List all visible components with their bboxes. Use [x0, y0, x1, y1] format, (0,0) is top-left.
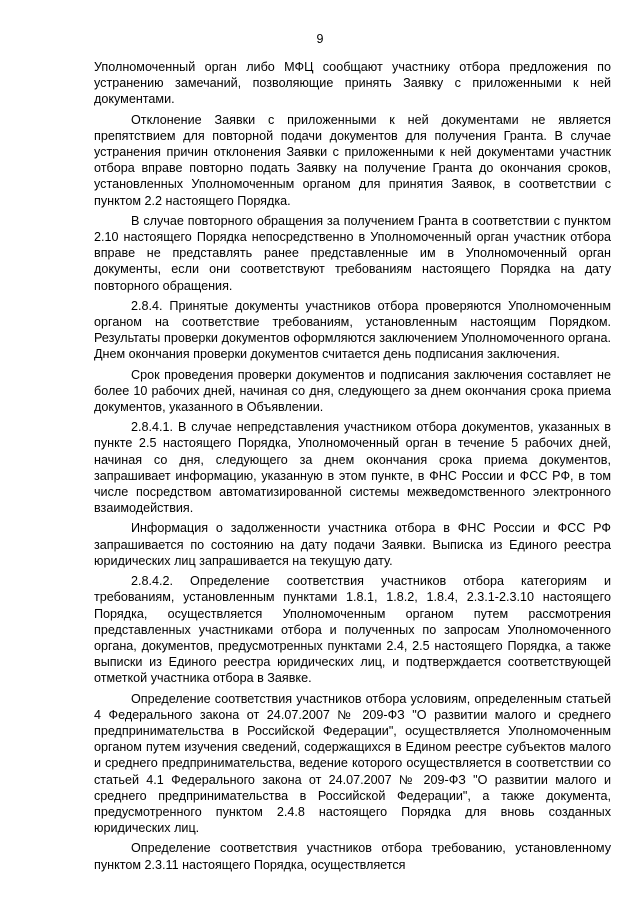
paragraph: 2.8.4.2. Определение соответствия участников отбора категориям и требованиям, установленным пунктами 1.8.1, 1.8.2, 1.8.4, 2.3.1-2.3.10 настоящего Порядка, осуществляется Уполномоченным органом путем рассмотрения представленных участниками отбора и полученных по запросам Уполномоченного органа, документов, предусмотренных пунктами 2.4, 2.5 настоящего Порядка, а также выписки из Единого реестра юридических лиц, и подтверждается соответствующей отметкой участника отбора в Заявке. [94, 574, 611, 686]
document-body [94, 59, 611, 877]
paragraph: Определение соответствия участников отбора требованию, установленному пунктом 2.3.11 настоящего Порядка, осуществляется [94, 841, 611, 872]
paragraph: Отклонение Заявки с приложенными к ней документами не является препятствием для повторной подачи документов для получения Гранта. В случае устранения причин отклонения Заявки с приложенными к ней документами участник отбора вправе повторно подать Заявку на получение Гранта до окончания сроков, установленных Уполномоченным органом для принятия Заявок, в соответствии с пунктом 2.2 настоящего Порядка. [94, 112, 611, 208]
paragraph: Срок проведения проверки документов и подписания заключения составляет не более 10 рабочих дней, начиная со дня, следующего за днем окончания срока приема документов, указанного в Объявлении. [94, 367, 611, 415]
paragraph: 2.8.4. Принятые документы участников отбора проверяются Уполномоченным органом на соответствие требованиям, установленным настоящим Порядком. Результаты проверки документов оформляются заключением Уполномоченного органа. Днем окончания проверки документов считается день подписания заключения. [94, 298, 611, 362]
page-number: 9 [316, 32, 324, 46]
paragraph: В случае повторного обращения за получением Гранта в соответствии с пунктом 2.10 настоящего Порядка непосредственно в Уполномоченный орган участник отбора вправе не представлять ранее представленные им в Уполномоченный орган документы, если они соответствуют требованиям настоящего Порядка на дату повторного обращения. [94, 213, 611, 293]
paragraph-continuation: Уполномоченный орган либо МФЦ сообщают участнику отбора предложения по устранению замечаний, позволяющие принять Заявку с приложенными к ней документами. [94, 60, 611, 107]
paragraph: Определение соответствия участников отбора условиям, определенным статьей 4 Федерального закона от 24.07.2007 № 209-ФЗ "О развитии малого и среднего предпринимательства в Российской Федерации", осуществляется Уполномоченным органом путем изучения сведений, содержащихся в Едином реестре субъектов малого и среднего предпринимательства, ведение которого осуществляется в соответствии со статьей 4.1 Федерального закона от 24.07.2007 № 209-ФЗ "О развитии малого и среднего предпринимательства в Российской Федерации", а также документа, предусмотренного пунктом 2.4.8 настоящего Порядка для вновь созданных юридических лиц. [94, 691, 611, 836]
paragraph: 2.8.4.1. В случае непредставления участником отбора документов, указанных в пункте 2.5 настоящего Порядка, Уполномоченный орган в течение 5 рабочих дней, начиная со дня, следующего за днем окончания срока приема документов, запрашивает информацию, указанную в этом пункте, в ФНС России и ФСС РФ, в том числе посредством автоматизированной системы межведомственного электронного взаимодействия. [94, 420, 611, 516]
paragraph: Информация о задолженности участника отбора в ФНС России и ФСС РФ запрашивается по состоянию на дату подачи Заявки. Выписка из Единого реестра юридических лиц запрашивается на текущую дату. [94, 521, 611, 568]
